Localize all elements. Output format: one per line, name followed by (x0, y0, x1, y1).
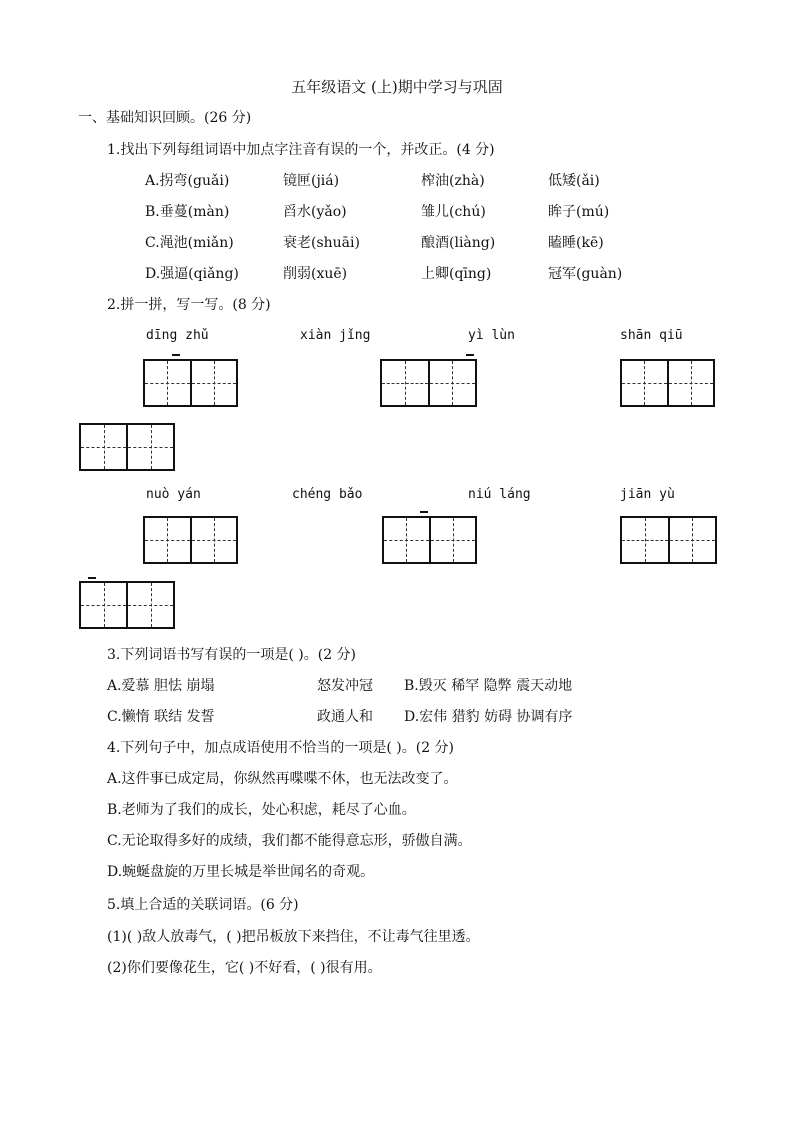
q1-item: 镜匣(jiá) (283, 173, 340, 189)
pinyin-label: yì lùn (468, 328, 515, 343)
q1-item: C.渑池(miǎn) (145, 235, 234, 251)
writing-grid[interactable] (380, 359, 477, 407)
question-2-prompt: 2.拼一拼，写一写。(8 分) (107, 297, 271, 313)
grid-mark (88, 577, 96, 579)
q1-item: 上卿(qīng) (421, 266, 492, 282)
q1-item: B.垂蔓(màn) (145, 204, 230, 220)
pinyin-label: jiān yù (620, 487, 675, 502)
q1-item: 低矮(ǎi) (548, 173, 600, 189)
writing-cell[interactable] (190, 361, 237, 405)
writing-grid[interactable] (143, 359, 238, 407)
writing-grid[interactable] (620, 359, 715, 407)
q1-item: 眸子(mú) (548, 204, 610, 220)
pinyin-label: chéng bǎo (292, 487, 363, 502)
page-title: 五年级语文 (上)期中学习与巩固 (291, 78, 503, 96)
q5-item-2: (2)你们要像花生，它( )不好看，( )很有用。 (107, 960, 382, 976)
writing-cell[interactable] (384, 518, 429, 562)
q3-option-c-idiom: 政通人和 (317, 709, 373, 725)
writing-cell[interactable] (622, 518, 668, 562)
writing-grid[interactable] (143, 516, 238, 564)
writing-cell[interactable] (429, 518, 476, 562)
section-heading: 一、基础知识回顾。(26 分) (78, 110, 252, 126)
writing-cell[interactable] (667, 361, 714, 405)
q1-item: A.拐弯(guǎi) (145, 173, 230, 189)
pinyin-label: dīng zhǔ (146, 328, 209, 343)
q1-item: 雏儿(chú) (421, 204, 486, 220)
writing-cell[interactable] (81, 583, 126, 627)
writing-cell[interactable] (382, 361, 428, 405)
pinyin-label: niú láng (468, 487, 531, 502)
grid-mark (172, 354, 180, 356)
writing-cell[interactable] (81, 425, 126, 469)
q1-item: D.强逼(qiǎng) (145, 266, 239, 282)
q4-option-d: D.蜿蜒盘旋的万里长城是举世闻名的奇观。 (107, 864, 375, 880)
q1-item: 酿酒(liàng) (421, 235, 496, 251)
q3-option-a-idiom: 怒发冲冠 (317, 678, 373, 694)
grid-mark (466, 354, 474, 356)
writing-cell[interactable] (145, 361, 190, 405)
q3-option-b: B.毁灭 稀罕 隐弊 震天动地 (404, 678, 573, 694)
writing-grid[interactable] (79, 423, 175, 471)
pinyin-label: xiàn jǐng (300, 328, 371, 343)
q3-option-a: A.爱慕 胆怯 崩塌 (107, 678, 215, 694)
pinyin-label: shān qiū (620, 328, 683, 343)
writing-cell[interactable] (428, 361, 476, 405)
q1-item: 榨油(zhà) (421, 173, 485, 189)
writing-cell[interactable] (126, 425, 173, 469)
writing-grid[interactable] (79, 581, 175, 629)
q4-option-a: A.这件事已成定局，你纵然再喋喋不休，也无法改变了。 (107, 771, 458, 787)
q1-item: 瞌睡(kē) (548, 235, 604, 251)
q3-option-c: C.懒惰 联结 发誓 (107, 709, 215, 725)
q4-option-b: B.老师为了我们的成长，处心积虑，耗尽了心血。 (107, 802, 416, 818)
q1-item: 衰老(shuāi) (283, 235, 360, 251)
q1-item: 冠军(guàn) (548, 266, 623, 282)
question-5-prompt: 5.填上合适的关联词语。(6 分) (107, 897, 299, 913)
q3-option-d: D.宏伟 猎豹 妨碍 协调有序 (404, 709, 573, 725)
q1-item: 舀水(yǎo) (283, 204, 347, 220)
writing-grid[interactable] (620, 516, 717, 564)
pinyin-label: nuò yán (146, 487, 201, 502)
writing-cell[interactable] (668, 518, 716, 562)
writing-cell[interactable] (190, 518, 237, 562)
writing-grid[interactable] (382, 516, 477, 564)
writing-cell[interactable] (145, 518, 190, 562)
grid-mark (420, 511, 428, 513)
q1-item: 削弱(xuē) (283, 266, 348, 282)
q4-option-c: C.无论取得多好的成绩，我们都不能得意忘形，骄傲自满。 (107, 833, 472, 849)
writing-cell[interactable] (622, 361, 667, 405)
question-1-prompt: 1.找出下列每组词语中加点字注音有误的一个，并改正。(4 分) (107, 142, 495, 158)
question-3-prompt: 3.下列词语书写有误的一项是( )。(2 分) (107, 647, 357, 663)
question-4-prompt: 4.下列句子中，加点成语使用不恰当的一项是( )。(2 分) (107, 740, 455, 756)
q5-item-1: (1)( )敌人放毒气，( )把吊板放下来挡住，不让毒气往里透。 (107, 929, 480, 945)
writing-cell[interactable] (126, 583, 173, 627)
